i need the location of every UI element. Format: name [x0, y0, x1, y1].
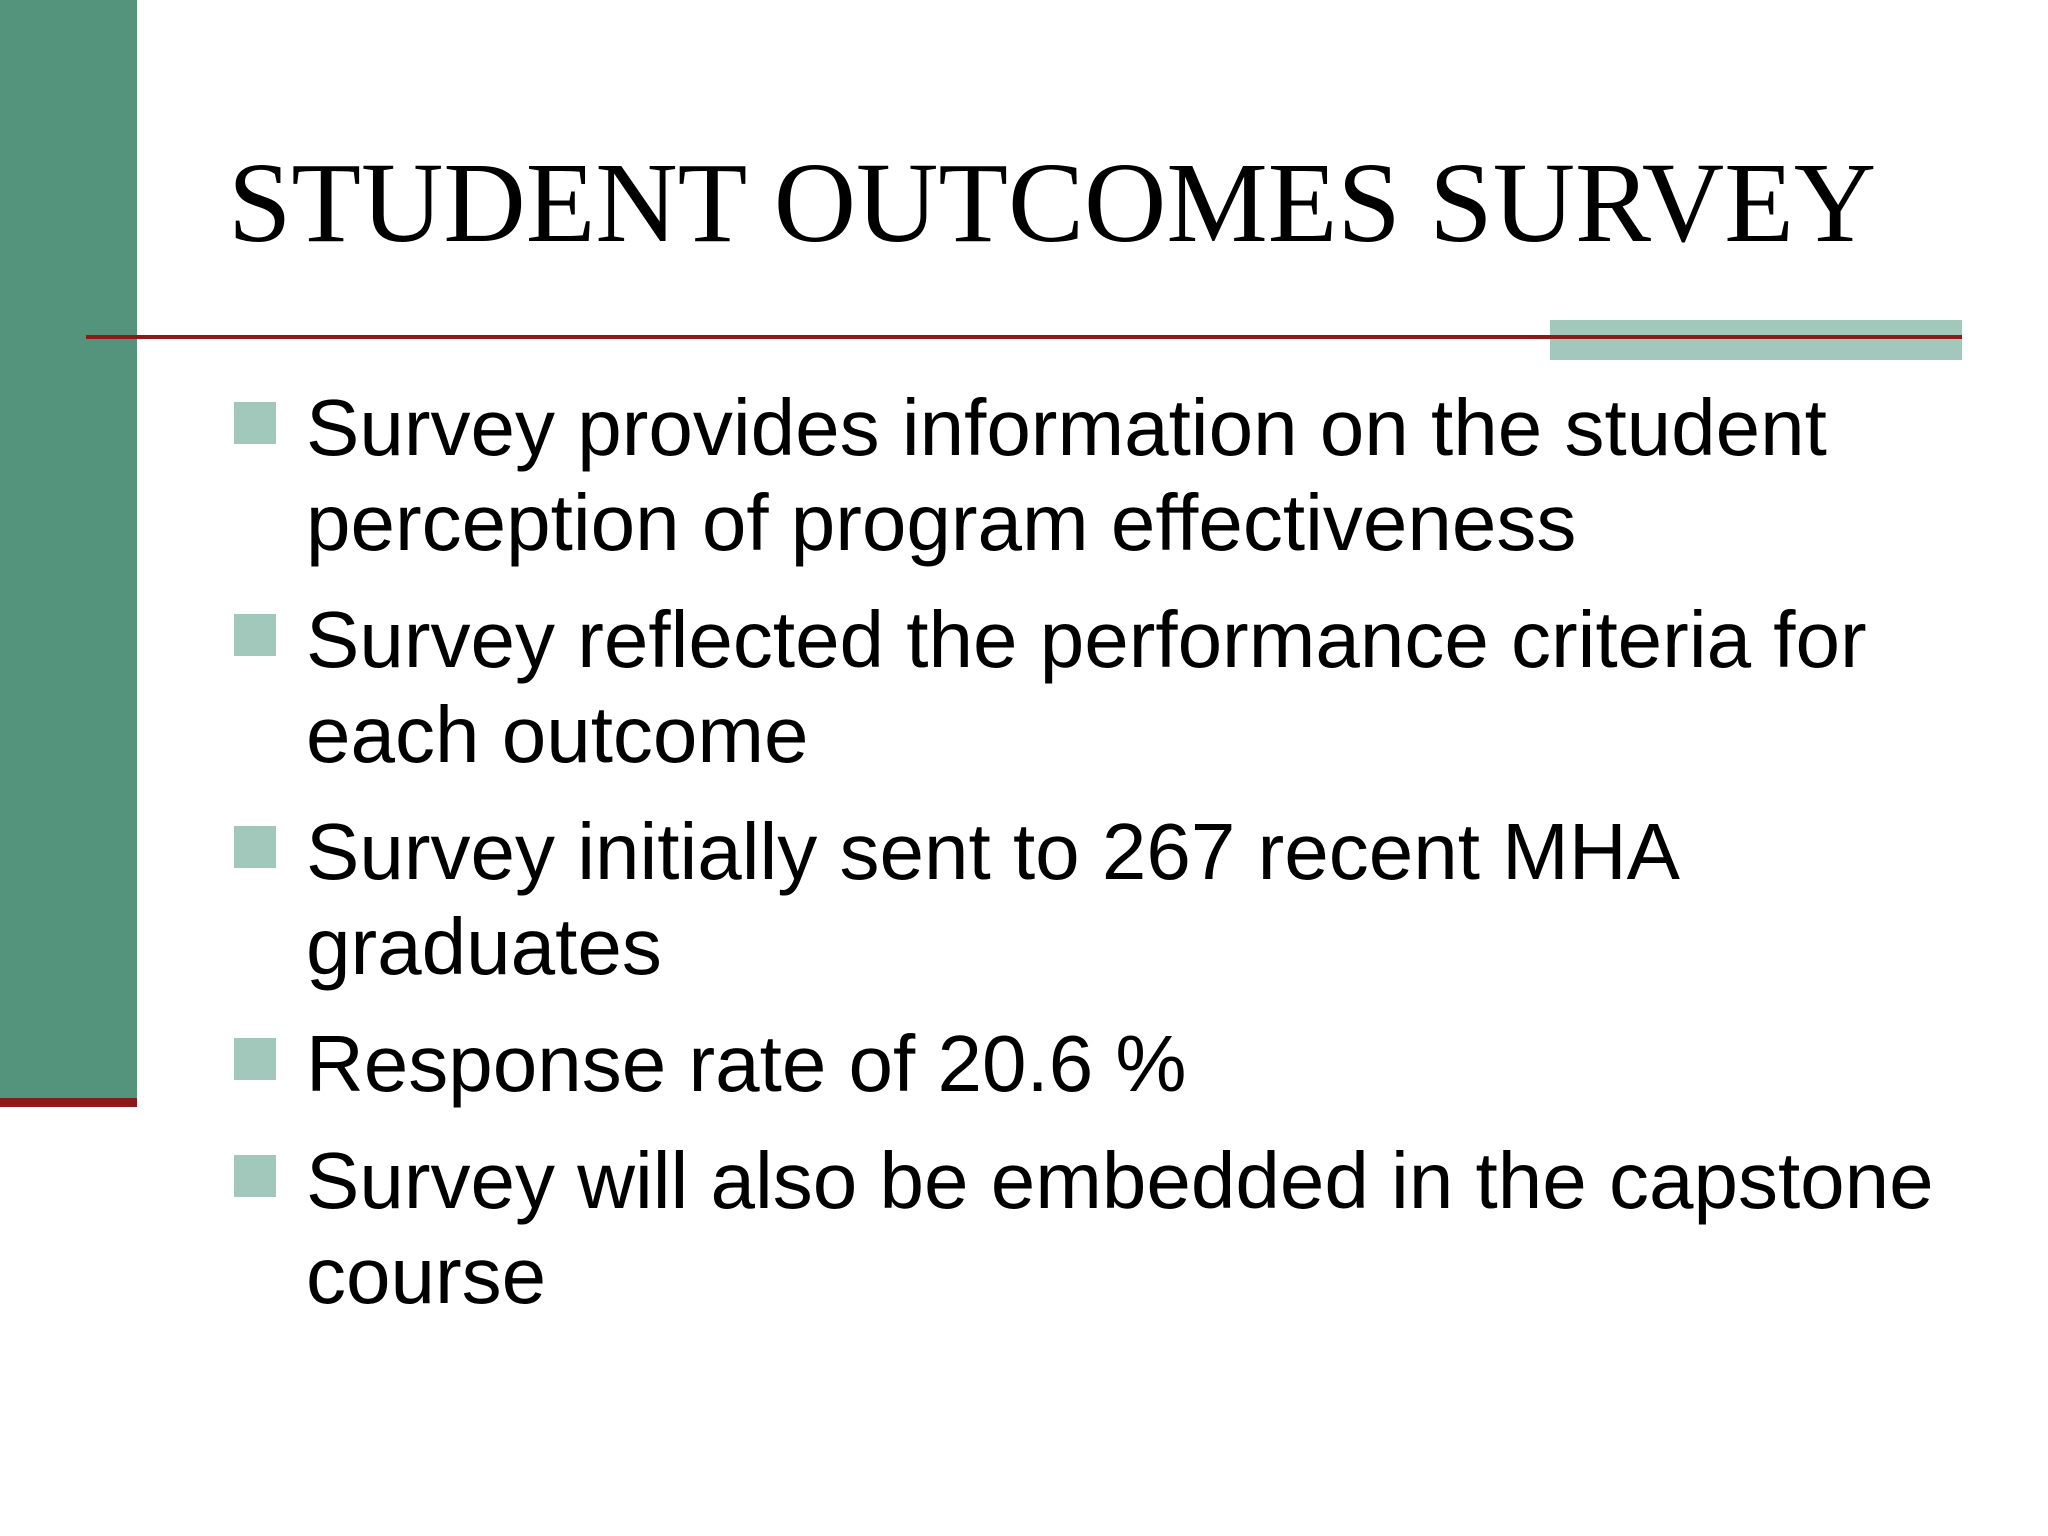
slide-title: STUDENT OUTCOMES SURVEY — [228, 139, 1877, 266]
square-bullet-icon — [234, 826, 276, 868]
bullet-list — [232, 380, 1992, 1345]
square-bullet-icon — [234, 1155, 276, 1197]
square-bullet-icon — [234, 614, 276, 656]
title-divider-accent — [1550, 335, 1962, 339]
bullet-text: Survey provides information on the student perception of program effectiveness — [306, 383, 1827, 567]
bullet-item — [232, 592, 1992, 782]
left-accent-bar — [0, 0, 137, 1098]
bullet-item — [232, 380, 1992, 570]
bullet-item — [232, 804, 1992, 994]
square-bullet-icon — [234, 402, 276, 444]
square-bullet-icon — [234, 1038, 276, 1080]
title-accent-block — [1550, 320, 1962, 360]
bullet-text: Survey will also be embedded in the capstone course — [306, 1136, 1934, 1320]
bullet-text: Survey reflected the performance criteria for each outcome — [306, 595, 1867, 779]
bullet-text: Response rate of 20.6 % — [306, 1019, 1187, 1108]
bullet-text: Survey initially sent to 267 recent MHA graduates — [306, 807, 1676, 991]
bullet-item — [232, 1133, 1992, 1323]
bullet-item — [232, 1016, 1992, 1111]
left-accent-bar-edge — [0, 1098, 137, 1107]
